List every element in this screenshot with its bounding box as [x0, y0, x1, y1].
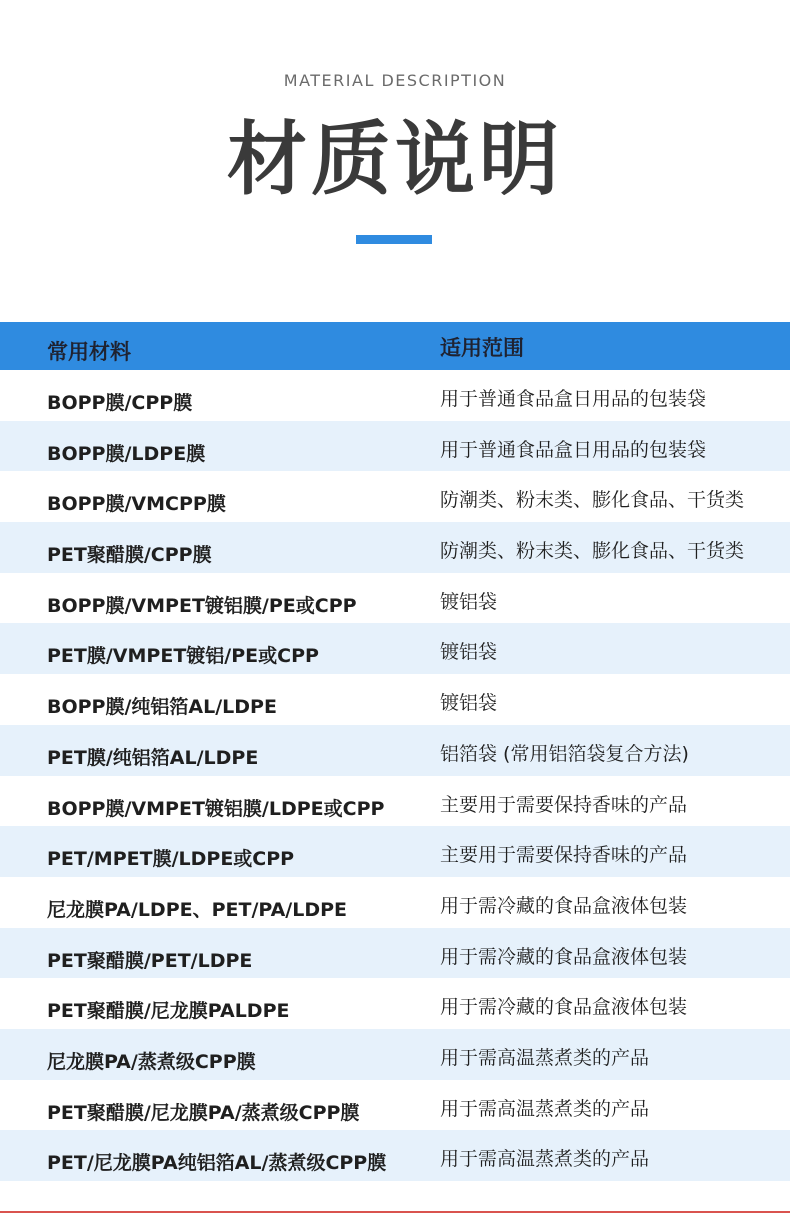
material-cell: BOPP膜/VMCPP膜 [47, 493, 226, 516]
table-row [0, 1130, 790, 1181]
table-row [0, 573, 790, 624]
material-cell: BOPP膜/CPP膜 [47, 392, 193, 414]
usage-cell: 用于需冷藏的食品盒液体包装 [440, 996, 688, 1019]
column-header-material: 常用材料 [47, 340, 131, 364]
table-row [0, 674, 790, 725]
usage-cell: 用于普通食品盒日用品的包装袋 [440, 388, 707, 410]
material-cell: PET聚醋膜/PET/LDPE [47, 949, 253, 972]
column-header-usage: 适用范围 [440, 336, 524, 360]
material-cell: PET聚醋膜/尼龙膜PALDPE [47, 1000, 290, 1023]
usage-cell: 主要用于需要保持香味的产品 [440, 793, 688, 816]
table-body [0, 370, 790, 1181]
table-header [0, 322, 790, 370]
table-row [0, 776, 790, 827]
material-cell: BOPP膜/LDPE膜 [47, 442, 206, 465]
usage-cell: 用于需冷藏的食品盒液体包装 [440, 945, 688, 968]
usage-cell: 用于需冷藏的食品盒液体包装 [440, 894, 688, 917]
table-row [0, 522, 790, 573]
material-cell: 尼龙膜PA/LDPE、PET/PA/LDPE [47, 898, 348, 921]
bottom-divider [0, 1211, 790, 1213]
material-cell: BOPP膜/VMPET镀铝膜/LDPE或CPP [47, 797, 385, 820]
usage-cell: 用于需高温蒸煮类的产品 [440, 1148, 650, 1171]
page-title: 材质说明 [227, 113, 563, 206]
table-row [0, 978, 790, 1029]
material-cell: BOPP膜/纯铝箔AL/LDPE [47, 696, 277, 719]
title-underline [356, 235, 432, 244]
material-cell: PET/尼龙膜PA纯铝箔AL/蒸煮级CPP膜 [47, 1152, 387, 1175]
table-row [0, 471, 790, 522]
usage-cell: 防潮类、粉末类、膨化食品、干货类 [440, 540, 745, 563]
table-row [0, 421, 790, 472]
usage-cell: 镀铝袋 [440, 692, 498, 715]
usage-cell: 铝箔袋 (常用铝箔袋复合方法) [440, 742, 689, 765]
table-row [0, 725, 790, 776]
usage-cell: 主要用于需要保持香味的产品 [440, 844, 688, 867]
usage-cell: 镀铝袋 [440, 590, 498, 613]
material-cell: 尼龙膜PA/蒸煮级CPP膜 [47, 1050, 256, 1073]
section-subtitle: MATERIAL DESCRIPTION [283, 71, 507, 90]
table-row [0, 1080, 790, 1131]
material-cell: PET膜/VMPET镀铝/PE或CPP [47, 645, 319, 668]
usage-cell: 用于需高温蒸煮类的产品 [440, 1046, 650, 1069]
usage-cell: 用于普通食品盒日用品的包装袋 [440, 438, 707, 461]
material-table [0, 322, 790, 1181]
table-row [0, 623, 790, 674]
material-cell: PET膜/纯铝箔AL/LDPE [47, 746, 259, 769]
usage-cell: 防潮类、粉末类、膨化食品、干货类 [440, 489, 745, 512]
table-row [0, 826, 790, 877]
material-cell: BOPP膜/VMPET镀铝膜/PE或CPP [47, 594, 357, 617]
material-cell: PET聚醋膜/CPP膜 [47, 544, 212, 567]
table-row [0, 928, 790, 979]
material-cell: PET聚醋膜/尼龙膜PA/蒸煮级CPP膜 [47, 1101, 360, 1124]
usage-cell: 镀铝袋 [440, 641, 498, 664]
usage-cell: 用于需高温蒸煮类的产品 [440, 1097, 650, 1120]
table-row [0, 1029, 790, 1080]
table-row [0, 877, 790, 928]
table-row [0, 370, 790, 421]
material-cell: PET/MPET膜/LDPE或CPP [47, 848, 295, 871]
